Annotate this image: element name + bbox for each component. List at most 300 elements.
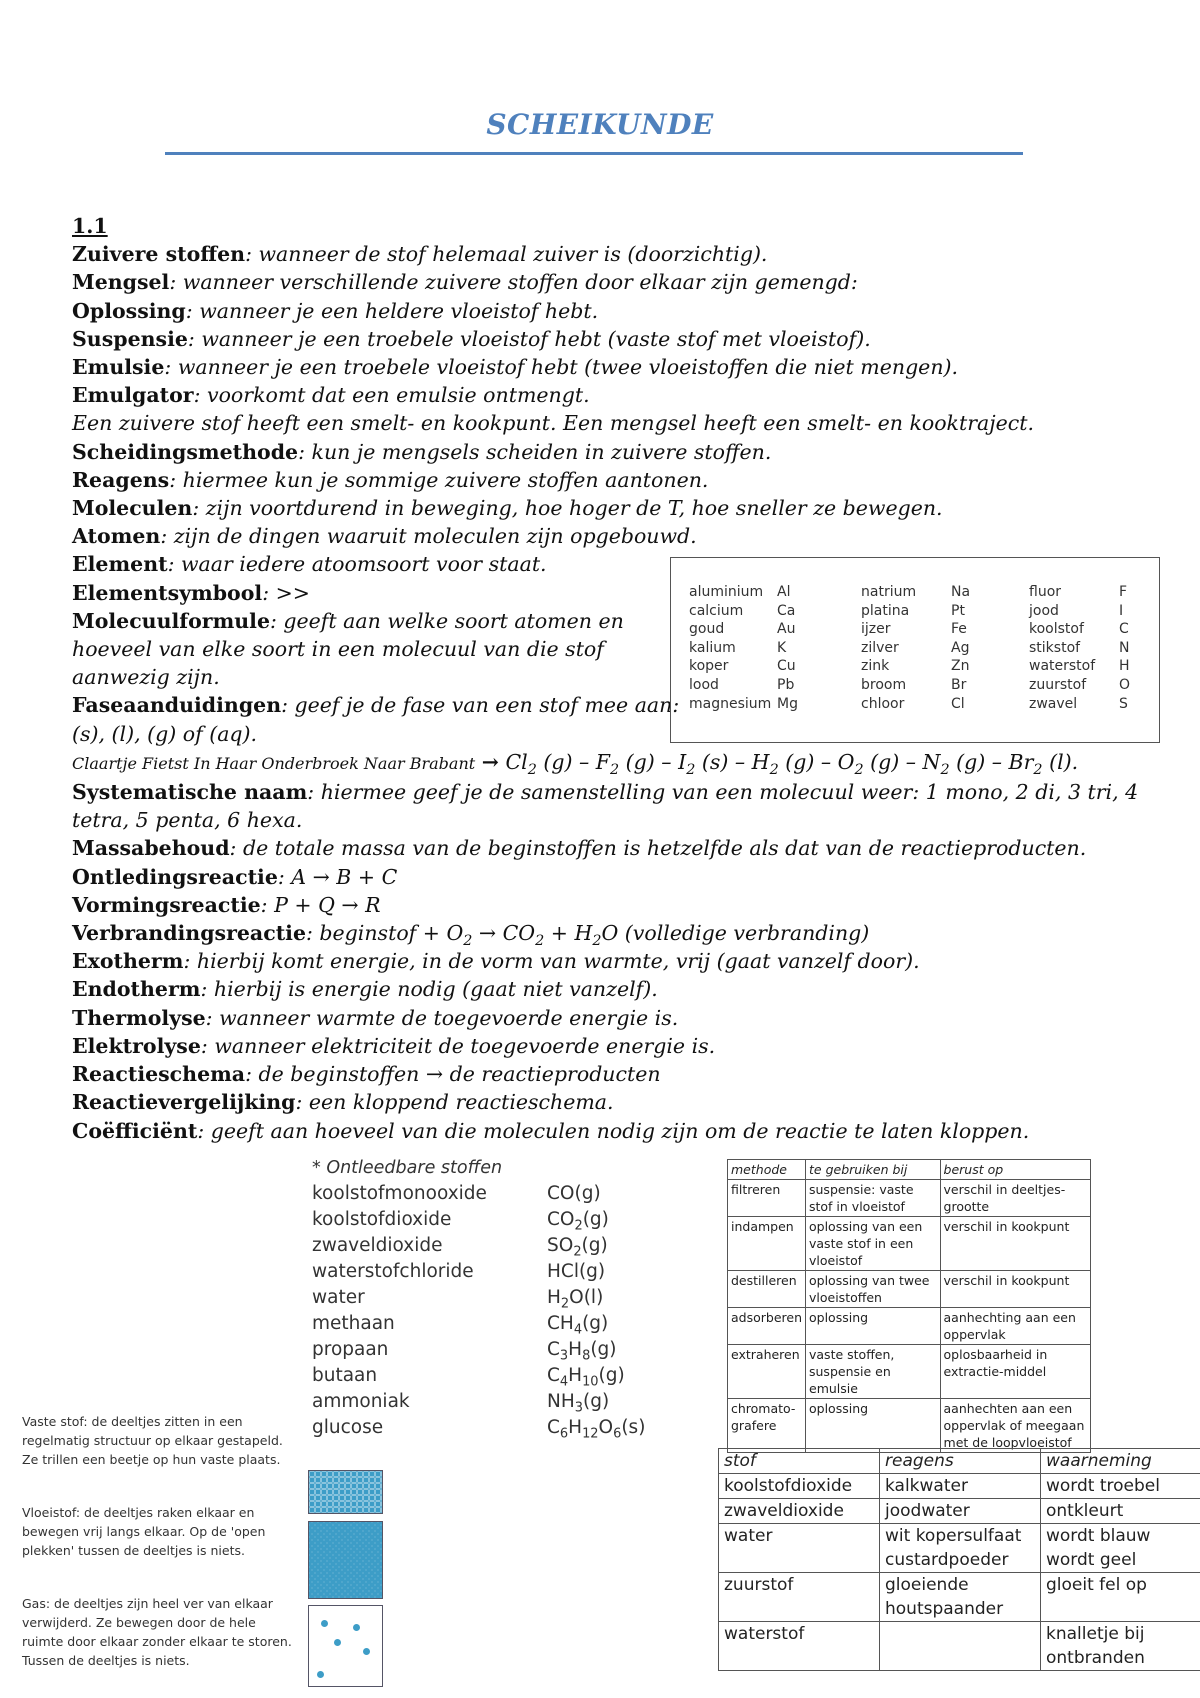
formula-subscript: 2 <box>940 761 950 778</box>
definitions-list-2 <box>72 778 1139 919</box>
table-cell: vaste stoffen, suspensie en emulsie <box>806 1345 941 1399</box>
element-row <box>861 676 1001 695</box>
table-header-cell: methode <box>728 1160 806 1180</box>
element-symbol: Mg <box>777 695 798 712</box>
gas-particles-illustration <box>308 1605 383 1687</box>
formula-part: CO <box>547 1209 575 1230</box>
element-row <box>689 657 839 676</box>
table-row <box>719 1573 1200 1622</box>
definitions-list-3 <box>72 947 1132 1144</box>
definition-text: : zijn de dingen waaruit moleculen zijn opgebouwd. <box>160 524 697 549</box>
solid-particles-illustration <box>308 1470 383 1514</box>
element-symbol: Pb <box>777 676 795 693</box>
formula-part: C <box>547 1365 560 1386</box>
title-underline <box>165 152 1023 155</box>
element-symbol: Cl <box>951 695 965 712</box>
element-row <box>861 602 1001 621</box>
formula-part: O <box>598 1417 614 1438</box>
separation-methods-table <box>727 1159 1091 1453</box>
element-name: koper <box>689 658 729 675</box>
formula-subscript: 2 <box>1033 761 1043 778</box>
formula-subscript: 2 <box>686 761 696 778</box>
combustion-sub: 2 <box>535 933 545 950</box>
definition-text: : A → B + C <box>277 864 398 889</box>
definition-text: : wanneer je een troebele vloeistof hebt (vaste stof met vloeistof). <box>187 326 871 351</box>
table-header-cell: stof <box>719 1449 880 1474</box>
definition-line <box>72 975 1132 1003</box>
formula-part: H <box>547 1287 561 1308</box>
substance-name: propaan <box>312 1339 389 1360</box>
mnemonic-formulas: $Cl_2$ $(g) - F_2$ $(g) - I_2$ $(s) - H_2$ $(g) - O_2$ $(g) - N_2$ $(g) - Br_2$ (l). <box>505 749 1079 778</box>
definition-term: Coëfficiënt <box>72 1118 198 1143</box>
definition-term: Emulsie <box>72 355 165 380</box>
definition-line <box>72 891 1132 919</box>
element-symbols-box <box>670 557 1160 743</box>
definition-text: : hierbij komt energie, in de vorm van warmte, vrij (gaat vanzelf door). <box>183 949 920 974</box>
element-row <box>861 695 1001 714</box>
element-name: kalium <box>689 639 736 656</box>
substance-name: glucose <box>312 1417 384 1438</box>
definition-text: : P + Q → R <box>260 892 381 917</box>
element-row <box>861 639 1001 658</box>
substance-name: koolstofmonooxide <box>312 1183 487 1204</box>
definition-text: : wanneer verschillende zuivere stoffen door elkaar zijn gemengd: <box>169 270 858 295</box>
element-column <box>1029 583 1154 713</box>
formula-subscript: 2 <box>769 761 779 778</box>
table-cell: verschil in deeltjes-grootte <box>940 1180 1090 1217</box>
definition-term: Emulgator <box>72 383 194 408</box>
definition-line <box>72 1032 1132 1060</box>
definition-text: : een kloppend reactieschema. <box>295 1090 614 1115</box>
liquid-particles-illustration <box>308 1521 383 1599</box>
definition-text: : voorkomt dat een emulsie ontmengt. <box>193 383 590 408</box>
table-cell: gloeiende houtspaander <box>880 1573 1041 1622</box>
element-symbol: Br <box>951 676 967 693</box>
definition-term: Elektrolyse <box>72 1033 201 1058</box>
table-row <box>719 1524 1200 1573</box>
formula-subscript: 12 <box>582 1426 599 1442</box>
element-row <box>1029 620 1154 639</box>
element-row <box>689 676 839 695</box>
definition-term: Vormingsreactie <box>72 892 261 917</box>
substance-formula <box>547 1181 601 1207</box>
definition-text: : zijn voortdurend in beweging, hoe hoger de T, hoe sneller ze bewegen. <box>192 496 943 521</box>
decomposable-row <box>312 1389 642 1415</box>
substance-formula <box>547 1207 609 1233</box>
formula-symbol: O <box>837 749 855 774</box>
definition-term: Atomen <box>72 524 161 549</box>
formula-subscript: 6 <box>613 1426 622 1442</box>
definition-term: Zuivere stoffen <box>72 242 246 267</box>
decomposable-row <box>312 1285 642 1311</box>
formula-phase: (g) <box>582 1209 609 1230</box>
formula-subscript: 4 <box>559 1374 569 1390</box>
element-symbol: Zn <box>951 658 970 675</box>
element-row <box>861 583 1001 602</box>
mnemonic-line <box>72 748 1132 778</box>
definition-text: hoeveel van elke soort in een molecuul van die stof <box>72 637 604 662</box>
definition-term: Ontledingsreactie <box>72 864 278 889</box>
decomposable-row <box>312 1233 642 1259</box>
table-cell: koolstofdioxide <box>719 1474 880 1499</box>
definition-term: Elementsymbool <box>72 580 263 605</box>
element-symbol: N <box>1119 639 1130 656</box>
element-name: fluor <box>1029 584 1062 600</box>
table-cell: wordt blauw wordt geel <box>1041 1524 1200 1573</box>
decomposable-row <box>312 1259 642 1285</box>
table-cell: verschil in kookpunt <box>940 1217 1090 1271</box>
definition-line <box>72 240 1132 268</box>
formula-symbol: N <box>922 749 941 774</box>
table-cell: zuurstof <box>719 1573 880 1622</box>
formula-subscript: 6 <box>559 1426 569 1442</box>
definition-text: : wanneer je een heldere vloeistof hebt. <box>185 298 599 323</box>
table-row <box>719 1622 1200 1671</box>
definition-line <box>72 947 1132 975</box>
element-symbol: C <box>1119 621 1129 638</box>
element-row <box>689 583 839 602</box>
decomposable-substances <box>312 1158 646 1442</box>
table-cell: ontkleurt <box>1041 1499 1200 1524</box>
definition-text: tetra, 5 penta, 6 hexa. <box>72 808 303 833</box>
element-row <box>861 657 1001 676</box>
definition-term: Reactieschema <box>72 1062 246 1087</box>
definition-text: Een zuivere stof heeft een smelt- en kookpunt. Een mengsel heeft een smelt- en kooktraject. <box>72 411 1034 436</box>
formula-part: C <box>547 1339 560 1360</box>
substance-formula <box>547 1337 617 1363</box>
definition-term: Exotherm <box>72 949 184 974</box>
formula-phase: (g) <box>598 1365 625 1386</box>
table-cell: kalkwater <box>880 1474 1041 1499</box>
formula-symbol: Cl <box>505 749 528 774</box>
definition-text: (s), (l), (g) of (aq). <box>72 721 258 746</box>
formula-subscript: 10 <box>582 1374 599 1390</box>
element-row <box>1029 676 1154 695</box>
phase-solid-text: Vaste stof: de deeltjes zitten in een regelmatig structuur op elkaar gestapeld. Ze trillen een beetje op hun vaste plaats. <box>22 1414 283 1467</box>
formula-subscript: 3 <box>574 1400 583 1416</box>
definition-line <box>72 863 1132 891</box>
definition-text: : geef je de fase van een stof mee aan: <box>281 693 680 718</box>
definition-term: Verbrandingsreactie <box>72 921 306 946</box>
table-row <box>728 1180 1091 1217</box>
definition-line <box>72 353 1132 381</box>
decomposable-row <box>312 1337 642 1363</box>
definition-term: Element <box>72 552 168 577</box>
formula-phase: (g) <box>581 1235 608 1256</box>
element-row <box>689 695 839 714</box>
decomposable-row <box>312 1311 642 1337</box>
element-name: jood <box>1029 602 1059 619</box>
substance-name: methaan <box>312 1313 395 1334</box>
table-cell: gloeit fel op <box>1041 1573 1200 1622</box>
formula-part: CO <box>547 1183 575 1204</box>
mnemonic-arrow: → <box>481 749 499 774</box>
table-cell: zwaveldioxide <box>719 1499 880 1524</box>
formula-part: SO <box>547 1235 574 1256</box>
table-cell: indampen <box>728 1217 806 1271</box>
table-header-cell: berust op <box>940 1160 1090 1180</box>
element-column <box>861 583 1001 713</box>
table-cell: oplossing <box>806 1399 941 1453</box>
element-name: ijzer <box>861 621 891 638</box>
definition-term: Massabehoud <box>72 836 230 861</box>
definition-line <box>72 325 1132 353</box>
formula-part: C <box>547 1417 560 1438</box>
element-row <box>1029 657 1154 676</box>
substance-formula <box>547 1415 645 1441</box>
definition-term: Scheidingsmethode <box>72 439 299 464</box>
element-name: calcium <box>689 602 744 619</box>
element-symbol: Fe <box>951 621 967 638</box>
page-title: SCHEIKUNDE <box>486 108 714 141</box>
combustion-part: → CO <box>472 921 536 946</box>
formula-subscript: 2 <box>560 1296 570 1312</box>
element-row <box>1029 695 1154 714</box>
formula-phase: (g) <box>582 1313 609 1334</box>
definition-line <box>72 1088 1132 1116</box>
definition-term: Reactievergelijking <box>72 1090 296 1115</box>
definition-text: : waar iedere atoomsoort voor staat. <box>167 552 547 577</box>
formula-subscript: 3 <box>559 1348 569 1364</box>
definition-term: Mengsel <box>72 270 170 295</box>
definition-text: aanwezig zijn. <box>72 665 220 690</box>
table-header-row <box>728 1160 1091 1180</box>
definition-term: Faseaanduidingen <box>72 693 282 718</box>
definition-text: : wanneer elektriciteit de toegevoerde energie is. <box>200 1033 716 1058</box>
substance-formula <box>547 1311 608 1337</box>
element-row <box>689 602 839 621</box>
element-row <box>1029 583 1154 602</box>
element-row <box>861 620 1001 639</box>
element-row <box>1029 602 1154 621</box>
element-row <box>1029 639 1154 658</box>
combustion-sub: 2 <box>592 933 602 950</box>
table-cell: suspensie: vaste stof in vloeistof <box>806 1180 941 1217</box>
formula-phase: (g) <box>536 749 573 774</box>
formula-phase: (g) <box>578 1261 606 1282</box>
table-row <box>728 1345 1091 1399</box>
table-row <box>719 1499 1200 1524</box>
formula-subscript: 4 <box>573 1322 583 1338</box>
definition-text: : geeft aan hoeveel van die moleculen nodig zijn om de reactie te laten kloppen. <box>197 1118 1030 1143</box>
substance-formula <box>547 1363 625 1389</box>
substance-formula <box>547 1285 603 1311</box>
table-cell: filtreren <box>728 1180 806 1217</box>
definition-text: : hierbij is energie nodig (gaat niet vanzelf). <box>200 977 658 1002</box>
element-name: lood <box>689 676 719 693</box>
formula-part: O(l) <box>569 1287 604 1308</box>
element-name: stikstof <box>1029 639 1081 656</box>
decomposable-heading: * Ontleedbare stoffen <box>312 1158 503 1178</box>
definition-term: Molecuulformule <box>72 608 270 633</box>
definition-line <box>72 494 1132 522</box>
definition-term: Systematische naam <box>72 780 308 805</box>
formula-phase: (s) <box>695 749 729 774</box>
mnemonic-sentence: Claartje Fietst In Haar Onderbroek Naar Brabant <box>72 753 476 773</box>
formula-phase: (l). <box>1042 749 1079 774</box>
element-symbol: Ag <box>951 639 970 656</box>
element-symbol: Cu <box>777 658 796 675</box>
substance-name: butaan <box>312 1365 378 1386</box>
element-name: zuurstof <box>1029 676 1087 693</box>
table-cell: wordt troebel <box>1041 1474 1200 1499</box>
formula-subscript: 2 <box>574 1218 583 1234</box>
table-cell: waterstof <box>719 1622 880 1671</box>
table-row <box>728 1217 1091 1271</box>
definition-term: Thermolyse <box>72 1005 206 1030</box>
decomposable-row <box>312 1415 646 1442</box>
definition-text: : kun je mengsels scheiden in zuivere stoffen. <box>298 439 772 464</box>
table-row <box>719 1474 1200 1499</box>
definition-line <box>72 806 1132 834</box>
element-name: magnesium <box>689 695 772 712</box>
table-cell: water <box>719 1524 880 1573</box>
table-cell: aanhechten aan een oppervlak of meegaan met de loopvloeistof <box>940 1399 1090 1453</box>
formula-part: CH <box>547 1313 574 1334</box>
element-symbol: Al <box>777 584 791 600</box>
formula-subscript: 2 <box>854 761 864 778</box>
element-name: koolstof <box>1029 621 1084 638</box>
definition-text: : hiermee kun je sommige zuivere stoffen aantonen. <box>169 467 709 492</box>
definition-term: Oplossing <box>72 298 186 323</box>
element-symbol: I <box>1119 602 1124 619</box>
gas-particle <box>317 1671 324 1678</box>
formula-phase: (g) <box>863 749 900 774</box>
element-symbol: Na <box>951 584 971 600</box>
formula-part: NH <box>547 1391 575 1412</box>
definition-verbrandingsreactie <box>72 919 1132 950</box>
definition-text: : wanneer warmte de toegevoerde energie is. <box>205 1005 679 1030</box>
element-symbol: O <box>1119 676 1131 693</box>
formula-phase: (g) <box>590 1339 617 1360</box>
element-symbol: H <box>1119 658 1130 675</box>
gas-particle <box>353 1624 360 1631</box>
phase-liquid-text: Vloeistof: de deeltjes raken elkaar en bewegen vrij langs elkaar. Op de 'open plekken' tussen de deeltjes is niets. <box>22 1505 266 1558</box>
combustion-part: O (volledige verbranding) <box>601 921 870 946</box>
decomposable-row <box>312 1363 642 1389</box>
element-name: aluminium <box>689 584 764 600</box>
table-cell: verschil in kookpunt <box>940 1271 1090 1308</box>
formula-phase: (g) <box>778 749 815 774</box>
table-cell: extraheren <box>728 1345 806 1399</box>
element-row <box>689 639 839 658</box>
substance-name: ammoniak <box>312 1391 410 1412</box>
formula-subscript: 2 <box>573 1244 582 1260</box>
definition-line <box>72 522 1132 550</box>
table-cell <box>880 1622 1041 1671</box>
substance-name: waterstofchloride <box>312 1261 474 1282</box>
definition-line <box>72 381 1132 409</box>
definition-line <box>72 834 1132 862</box>
element-symbol: Pt <box>951 602 965 619</box>
definition-term: Suspensie <box>72 326 188 351</box>
substance-name: water <box>312 1287 365 1308</box>
formula-phase: (g) <box>619 749 655 774</box>
table-row <box>728 1308 1091 1345</box>
formula-part: HCl <box>547 1261 579 1282</box>
table-header-cell: reagens <box>880 1449 1041 1474</box>
formula-phase: (s) <box>621 1417 646 1438</box>
definition-line <box>72 1117 1132 1145</box>
element-name: broom <box>861 676 907 693</box>
combustion-part: + H <box>544 921 593 946</box>
formula-subscript: 2 <box>610 761 620 778</box>
definition-text: : hiermee geef je de samenstelling van een molecuul weer: 1 mono, 2 di, 3 tri, 4 <box>307 780 1139 805</box>
definition-term: Reagens <box>72 467 170 492</box>
element-name: goud <box>689 621 725 638</box>
table-cell: aanhechting aan een oppervlak <box>940 1308 1090 1345</box>
element-name: zink <box>861 658 890 675</box>
table-row <box>728 1399 1091 1453</box>
table-cell: knalletje bij ontbranden <box>1041 1622 1200 1671</box>
element-name: waterstof <box>1029 658 1096 675</box>
element-symbol: F <box>1119 584 1128 600</box>
table-header-cell: waarneming <box>1041 1449 1200 1474</box>
definition-term: Endotherm <box>72 977 201 1002</box>
formula-symbol: Br <box>1008 749 1034 774</box>
gas-particle <box>363 1648 370 1655</box>
definition-line <box>72 1004 1132 1032</box>
definition-text: : geeft aan welke soort atomen en <box>270 608 624 633</box>
table-row <box>728 1271 1091 1308</box>
element-name: natrium <box>861 584 917 600</box>
table-cell: destilleren <box>728 1271 806 1308</box>
phase-gas-text: Gas: de deeltjes zijn heel ver van elkaar verwijderd. Ze bewegen door de hele ruimte door elkaar zonder elkaar te storen. Tussen de deeltjes is niets. <box>22 1596 292 1668</box>
element-symbol: K <box>777 639 787 656</box>
element-name: zwavel <box>1029 695 1078 712</box>
definition-line <box>72 438 1132 466</box>
substance-name: koolstofdioxide <box>312 1209 452 1230</box>
element-column <box>689 583 839 713</box>
element-symbol: Ca <box>777 602 796 619</box>
element-name: zilver <box>861 639 899 656</box>
gas-particle <box>334 1639 341 1646</box>
definition-text: : >> <box>262 580 310 605</box>
formula-subscript: 8 <box>582 1348 591 1364</box>
table-cell: wit kopersulfaat custardpoeder <box>880 1524 1041 1573</box>
definition-line <box>72 297 1132 325</box>
definition-text: : wanneer de stof helemaal zuiver is (doorzichtig). <box>245 242 768 267</box>
formula-symbol: F <box>595 749 610 774</box>
decomposable-row <box>312 1207 642 1233</box>
combustion-sub: 2 <box>463 933 473 950</box>
table-cell: adsorberen <box>728 1308 806 1345</box>
element-symbol: Au <box>777 621 796 638</box>
reagents-table <box>718 1448 1200 1671</box>
decomposable-list <box>312 1181 646 1442</box>
formula-part: H <box>568 1365 583 1386</box>
decomposable-row <box>312 1181 642 1207</box>
combustion-part: : beginstof + O <box>306 921 464 946</box>
section-heading: 1.1 <box>72 214 108 238</box>
formula-phase: (g) <box>949 749 986 774</box>
table-header-cell: te gebruiken bij <box>806 1160 941 1180</box>
definition-term: Moleculen <box>72 496 193 521</box>
table-cell: oplossing van een vaste stof in een vloeistof <box>806 1217 941 1271</box>
element-name: chloor <box>861 695 905 712</box>
element-name: platina <box>861 602 910 619</box>
table-cell: oplossing van twee vloeistoffen <box>806 1271 941 1308</box>
definition-text: : de beginstoffen → de reactieproducten <box>245 1062 661 1087</box>
table-header-row <box>719 1449 1200 1474</box>
table-cell: oplossing <box>806 1308 941 1345</box>
substance-formula <box>547 1259 605 1285</box>
table-cell: oplosbaarheid in extractie-middel <box>940 1345 1090 1399</box>
gas-particle <box>321 1620 328 1627</box>
definition-text <box>306 921 870 950</box>
substance-formula <box>547 1233 608 1259</box>
definition-text: : de totale massa van de beginstoffen is hetzelfde als dat van de reactieproducten. <box>229 836 1087 861</box>
